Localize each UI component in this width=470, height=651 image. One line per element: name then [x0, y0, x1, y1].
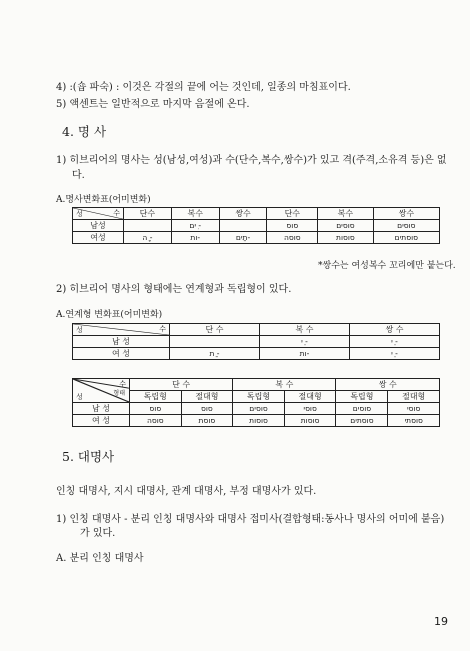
- table-cell: סוסתים: [373, 232, 439, 244]
- header-cell: 단 수: [170, 324, 260, 336]
- table-cell: סוסים: [233, 403, 285, 415]
- header-cell: 쌍수: [373, 208, 439, 220]
- table-cell: סוס: [181, 403, 233, 415]
- subsection-a-heading: A. 분리 인칭 대명사: [56, 553, 144, 564]
- table-cell: ות-: [171, 232, 219, 244]
- table-cell: סוסת: [181, 415, 233, 427]
- table-cell: סוס: [130, 403, 182, 415]
- table-cell: תַים-: [219, 232, 267, 244]
- table-cell: ה ָ-: [124, 232, 172, 244]
- header-cell: 쌍수: [219, 208, 267, 220]
- subheader-cell: 절대형: [181, 391, 233, 403]
- row-label: 남 성: [73, 336, 170, 348]
- table-cell: סוסות: [233, 415, 285, 427]
- paragraph-5-intro: 인칭 대명사, 지시 대명사, 관계 대명사, 부정 대명사가 있다.: [56, 486, 317, 497]
- table-cell: סוסים: [373, 220, 439, 232]
- table-3-corner: 수 형태 성: [73, 379, 130, 403]
- paragraph-2: 2) 히브리어 명사의 형태에는 연계형과 독립형이 있다.: [56, 284, 292, 295]
- paragraph-5-line-2: 가 있다.: [80, 528, 116, 539]
- table-cell: סוסים: [318, 220, 374, 232]
- section-5-heading: 5. 대명사: [62, 449, 115, 464]
- row-label: 여성: [73, 232, 124, 244]
- header-cell: 단수: [267, 208, 318, 220]
- table-2-caption: A.연계형 변화표(어미변화): [56, 310, 163, 320]
- table-cell: ת ַ-: [170, 348, 260, 360]
- table-cell: י ֵ-: [350, 336, 440, 348]
- subheader-cell: 절대형: [388, 391, 440, 403]
- table-cell: ים ִ-: [171, 220, 219, 232]
- table-cell: סוסתים: [336, 415, 388, 427]
- header-cell: 쌍 수: [350, 324, 440, 336]
- rule-4-text: 4) :(숍 파숙) : 이것은 각절의 끝에 어는 것인데, 일종의 마침표이다.: [56, 82, 351, 93]
- table-cell: סוסתי: [388, 415, 440, 427]
- subheader-cell: 독립형: [130, 391, 182, 403]
- table-cell: י ֵ-: [260, 336, 350, 348]
- header-cell: 복 수: [260, 324, 350, 336]
- row-label: 남성: [73, 220, 124, 232]
- table-cell: סוסה: [267, 232, 318, 244]
- row-label: 여 성: [73, 348, 170, 360]
- table-1-corner: 수 성: [73, 208, 124, 220]
- table-cell: סוסות: [284, 415, 336, 427]
- subheader-cell: 절대형: [284, 391, 336, 403]
- row-label: 남 성: [73, 403, 130, 415]
- header-cell: 복수: [318, 208, 374, 220]
- dual-note: *쌍수는 여성복수 꼬리에만 붙는다.: [318, 261, 456, 271]
- header-cell: 단수: [124, 208, 172, 220]
- group-header: 단 수: [130, 379, 233, 391]
- section-4-heading: 4. 명 사: [62, 124, 107, 139]
- table-cell: סוסי: [284, 403, 336, 415]
- table-2-corner: 수 성: [73, 324, 170, 336]
- table-cell: סוסי: [388, 403, 440, 415]
- subheader-cell: 독립형: [233, 391, 285, 403]
- page-number: 19: [434, 615, 448, 628]
- header-cell: 복수: [171, 208, 219, 220]
- table-cell: י ֵ-: [350, 348, 440, 360]
- table-cell: סוס: [267, 220, 318, 232]
- table-cell: [124, 220, 172, 232]
- table-cell: סוסים: [336, 403, 388, 415]
- group-header: 복 수: [233, 379, 336, 391]
- table-cell: [170, 336, 260, 348]
- construct-form-table: [72, 323, 440, 360]
- paragraph-5-line-1: 1) 인칭 대명사 - 분리 인칭 대명사와 대명사 접미사(결합형태:동사나 명사의 어미에 붙음): [56, 514, 445, 525]
- table-cell: ות-: [260, 348, 350, 360]
- paragraph-1-line-2: 다.: [72, 170, 85, 181]
- table-cell: [219, 220, 267, 232]
- table-cell: סוסה: [130, 415, 182, 427]
- paragraph-1-line-1: 1) 히브리어의 명사는 성(남성,여성)과 수(단수,복수,쌍수)가 있고 격(주격,소유격 등)은 없: [56, 155, 447, 166]
- form-comparison-table: [72, 378, 440, 427]
- row-label: 여 성: [73, 415, 130, 427]
- noun-inflection-table: [72, 207, 440, 244]
- rule-5-text: 5) 액센트는 일반적으로 마지막 음절에 온다.: [56, 99, 250, 110]
- group-header: 쌍 수: [336, 379, 440, 391]
- subheader-cell: 독립형: [336, 391, 388, 403]
- table-cell: סוסות: [318, 232, 374, 244]
- table-1-caption: A.명사변화표(어미변화): [56, 195, 151, 205]
